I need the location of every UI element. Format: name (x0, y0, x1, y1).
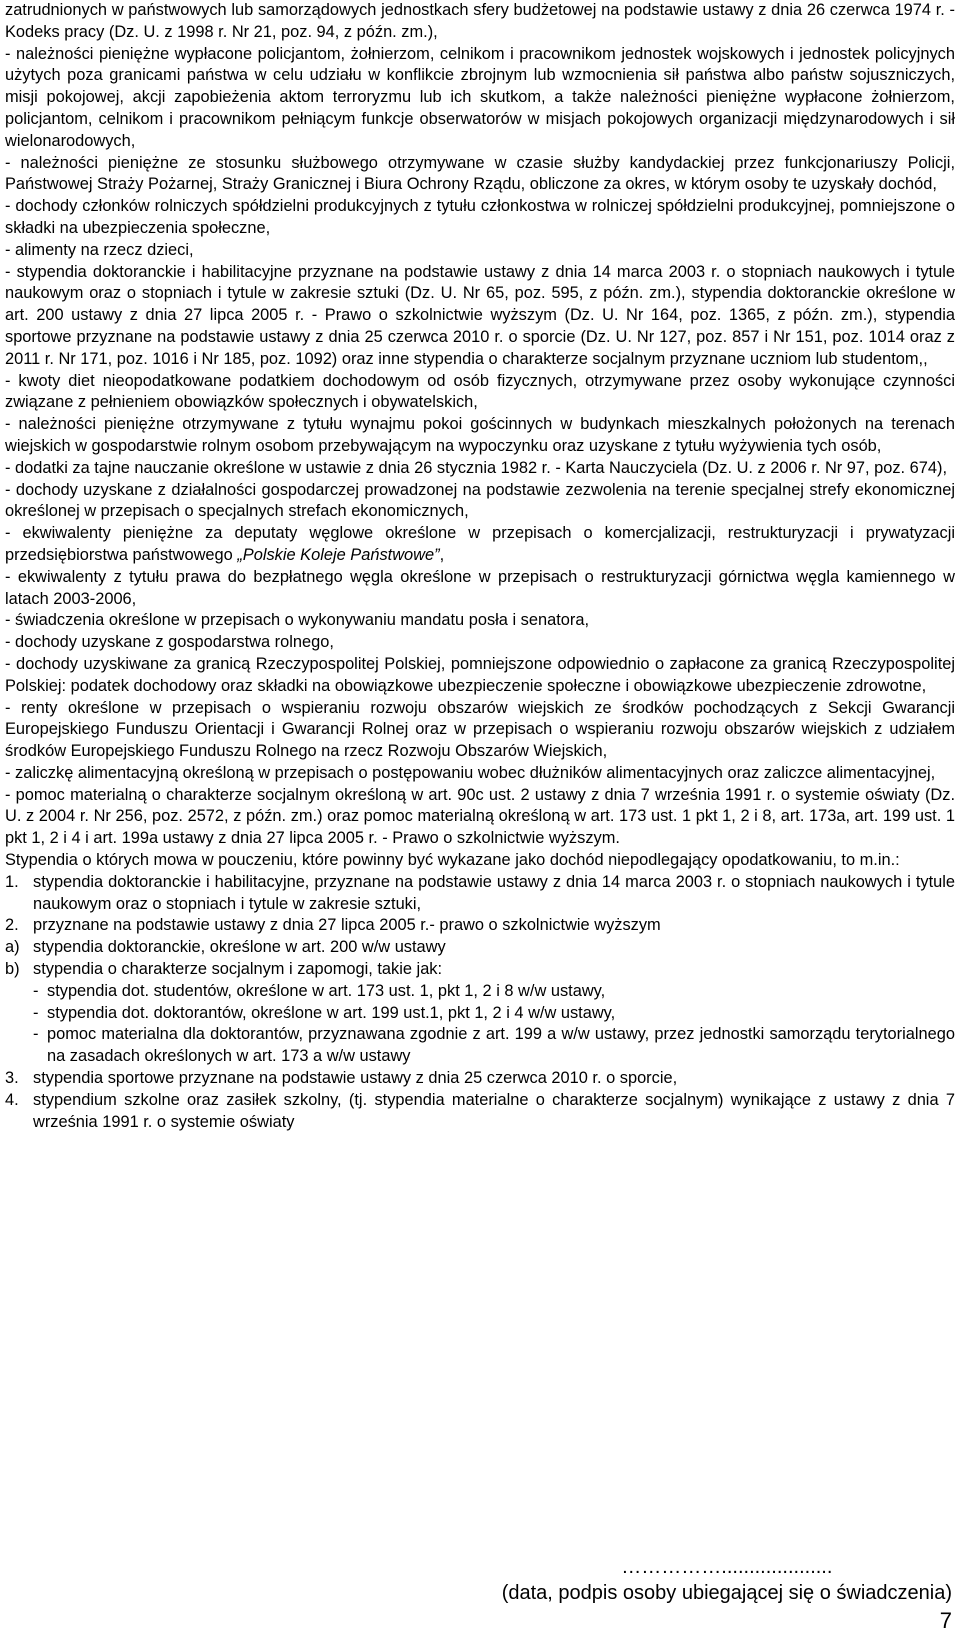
sub-marker: - (33, 1003, 39, 1022)
deputaty-text: - ekwiwalenty pieniężne za deputaty węglowe określone w przepisach o komercjalizacji, restrukturyzacji i prywatyzacji przedsiębiorstwa państwowego (5, 524, 955, 564)
paragraph-renty-rolne: - renty określone w przepisach o wspieraniu rozwoju obszarów wiejskich ze środków pochodzących z Sekcji Gwarancji Europejskiego Funduszu Orientacji i Gwarancji Rolnej oraz w przepisach o wspieraniu rozwoju obszarów wiejskich z udziałem środków Europejskiego Funduszu Rolnego na rzecz Rozwoju Obszarów Wiejskich, (5, 698, 955, 761)
list-text: stypendia o charakterze socjalnym i zapomogi, takie jak: (33, 960, 443, 979)
sub-item-pomoc-materialna (5, 1024, 955, 1068)
list-text: stypendia doktoranckie i habilitacyjne, przyznane na podstawie ustawy z dnia 14 marca 2003 r. o stopniach naukowych i tytule naukowym oraz o stopniach i tytule w zakresie sztuki, (33, 872, 955, 913)
paragraph-tajne-nauczanie: - dodatki za tajne nauczanie określone w ustawie z dnia 26 stycznia 1982 r. - Karta Nauczyciela (Dz. U. z 2006 r. Nr 97, poz. 674), (5, 458, 948, 477)
document-page (5, 0, 955, 1133)
sub-item-studenci (5, 981, 955, 1003)
sub-item-doktoranci (5, 1003, 955, 1025)
sub-marker: - (33, 1025, 39, 1044)
paragraph-deputaty-weglowe (5, 523, 955, 567)
list-item-1 (5, 872, 955, 916)
paragraph-diety: - kwoty diet nieopodatkowane podatkiem dochodowym od osób fizycznych, otrzymywane przez osoby wykonujące czynności związane z pełnieniem obowiązków społecznych i obywatelskich, (5, 371, 955, 412)
list-marker: 3. (5, 1069, 19, 1088)
list-marker: 2. (5, 916, 19, 935)
paragraph-pokoje-goscinne: - należności pieniężne otrzymywane z tytułu wynajmu pokoi gościnnych w budynkach mieszkalnych położonych na terenach wiejskich w gospodarstwie rolnym osobom przebywającym na wypoczynku oraz uzyskane z tytułu wyżywienia tych osób, (5, 415, 955, 455)
list-item-2 (5, 915, 955, 937)
list-item-b (5, 959, 955, 981)
deputaty-tail: , (439, 545, 445, 564)
list-item-4 (5, 1090, 955, 1134)
signature-block (502, 1554, 952, 1606)
list-text: stypendia sportowe przyznane na podstawie ustawy z dnia 25 czerwca 2010 r. o sporcie, (33, 1069, 678, 1088)
signature-line: …………….................... (621, 1556, 833, 1578)
paragraph-bezplatny-wegiel: - ekwiwalenty z tytułu prawa do bezpłatnego węgla określone w przepisach o restrukturyzacji górnictwa węgla kamiennego w latach 2003-2006, (5, 567, 955, 608)
signature-label: (data, podpis osoby ubiegającej się o świadczenia) (501, 1582, 952, 1604)
list-marker: b) (5, 960, 20, 979)
sub-marker: - (33, 981, 39, 1000)
paragraph-sluzba-kandydacka: - należności pieniężne ze stosunku służbowego otrzymywane w czasie służby kandydackiej przez funkcjonariuszy Policji, Państwowej Straży Pożarnej, Straży Granicznej i Biura Ochrony Rządu, obliczone za okres, w którym osoby te uzyskały dochód, (5, 153, 955, 194)
list-marker: 4. (5, 1090, 19, 1109)
paragraph-kodeks-pracy: zatrudnionych w państwowych lub samorządowych jednostkach sfery budżetowej na podstawie ustawy z dnia 26 czerwca 1974 r. - Kodeks pracy (Dz. U. z 1998 r. Nr 21, poz. 94, z późn. zm.), (5, 1, 955, 41)
paragraph-dochody-za-granica: - dochody uzyskiwane za granicą Rzeczypospolitej Polskiej, pomniejszone odpowiednio o zapłacone za granicą Rzeczypospolitej Polskiej: podatek dochodowy oraz składki na obowiązkowe ubezpieczenie społeczne i obowiązkowe ubezpieczenie zdrowotne, (5, 654, 955, 695)
list-item-a (5, 937, 955, 959)
paragraph-gospodarstwo-rolne: - dochody uzyskane z gospodarstwa rolnego, (5, 633, 334, 652)
paragraph-stypendia-intro: Stypendia o których mowa w pouczeniu, które powinny być wykazane jako dochód niepodlegający opodatkowaniu, to m.in.: (5, 851, 900, 870)
paragraph-alimenty: - alimenty na rzecz dzieci, (5, 240, 194, 259)
list-text: stypendia doktoranckie, określone w art. 200 w/w ustawy (33, 938, 446, 957)
list-marker: a) (5, 938, 20, 957)
list-text: stypendium szkolne oraz zasiłek szkolny, (tj. stypendia materialne o charakterze socjalnym) wynikające z ustawy z dnia 7 września 1991 r. o systemie oświaty (33, 1090, 955, 1131)
page-number: 7 (939, 1608, 952, 1633)
list-marker: 1. (5, 872, 19, 891)
paragraph-spoldzielnie-rolnicze: - dochody członków rolniczych spółdzielni produkcyjnych z tytułu członkostwa w rolniczej spółdzielni produkcyjnej, pomniejszone o składki na ubezpieczenia społeczne, (5, 197, 955, 237)
paragraph-pomoc-materialna: - pomoc materialną o charakterze socjalnym określoną w art. 90c ust. 2 ustawy z dnia 7 września 1991 r. o systemie oświaty (Dz. U. z 2004 r. Nr 256, poz. 2572, z późn. zm.) oraz pomoc materialną określoną w art. 173 ust. 1 pkt 1, 2 i 8, art. 173a, art. 199 ust. 1 pkt 1, 2 i 4 i art. 199a ustawy z dnia 27 lipca 2005 r. - Prawo o szkolnictwie wyższym. (5, 785, 955, 848)
paragraph-zaliczka-alimentacyjna: - zaliczkę alimentacyjną określoną w przepisach o postępowaniu wobec dłużników alimentacyjnych oraz zaliczce alimentacyjnej, (5, 763, 936, 782)
paragraph-policjanci-misje: - należności pieniężne wypłacone policjantom, żołnierzom, celnikom i pracownikom jednostek wojskowych i jednostek policyjnych użytych poza granicami państwa w celu udziału w konflikcie zbrojnym lub wzmocnienia sił państwa albo państw sojuszniczych, misji pokojowej, akcji zapobieżenia aktom terroryzmu lub ich skutkom, a także należności pieniężne wypłacone żołnierzom, policjantom, celnikom i pracownikom pełniącym funkcje obserwatorów w misjach pokojowych organizacji międzynarodowych i sił wielonarodowych, (5, 44, 955, 150)
paragraph-mandat-posla: - świadczenia określone w przepisach o wykonywaniu mandatu posła i senatora, (5, 611, 589, 630)
sub-text: stypendia dot. doktorantów, określone w art. 199 ust.1, pkt 1, 2 i 4 w/w ustawy, (47, 1003, 616, 1022)
pkp-name: „Polskie Koleje Państwowe” (237, 545, 440, 564)
sub-text: pomoc materialna dla doktorantów, przyznawana zgodnie z art. 199 a w/w ustawy, przez jednostki samorządu terytorialnego na zasadach określonych w art. 173 a w/w ustawy (47, 1025, 955, 1066)
list-item-3 (5, 1068, 955, 1090)
paragraph-strefa-ekonomiczna: - dochody uzyskane z działalności gospodarczej prowadzonej na podstawie zezwolenia na terenie specjalnej strefy ekonomicznej określonej w przepisach o specjalnych strefach ekonomicznych, (5, 480, 955, 521)
paragraph-stypendia-doktoranckie: - stypendia doktoranckie i habilitacyjne przyznane na podstawie ustawy z dnia 14 marca 2003 r. o stopniach naukowych i tytule naukowym oraz o stopniach i tytule w zakresie sztuki (Dz. U. Nr 65, poz. 595, z późn. zm.), stypendia doktoranckie określone w art. 200 ustawy z dnia 27 lipca 2005 r. - Prawo o szkolnictwie wyższym (Dz. U. Nr 164, poz. 1365, z późn. zm.), stypendia sportowe przyznane na podstawie ustawy z dnia 25 czerwca 2010 r. o sporcie (Dz. U. Nr 127, poz. 857 i Nr 151, poz. 1014 oraz z 2011 r. Nr 171, poz. 1016 i Nr 185, poz. 1092) oraz inne stypendia o charakterze socjalnym przyznane uczniom lub studentom,, (5, 262, 955, 368)
sub-text: stypendia dot. studentów, określone w art. 173 ust. 1, pkt 1, 2 i 8 w/w ustawy, (47, 981, 606, 1000)
list-text: przyznane na podstawie ustawy z dnia 27 lipca 2005 r.- prawo o szkolnictwie wyższym (33, 916, 661, 935)
